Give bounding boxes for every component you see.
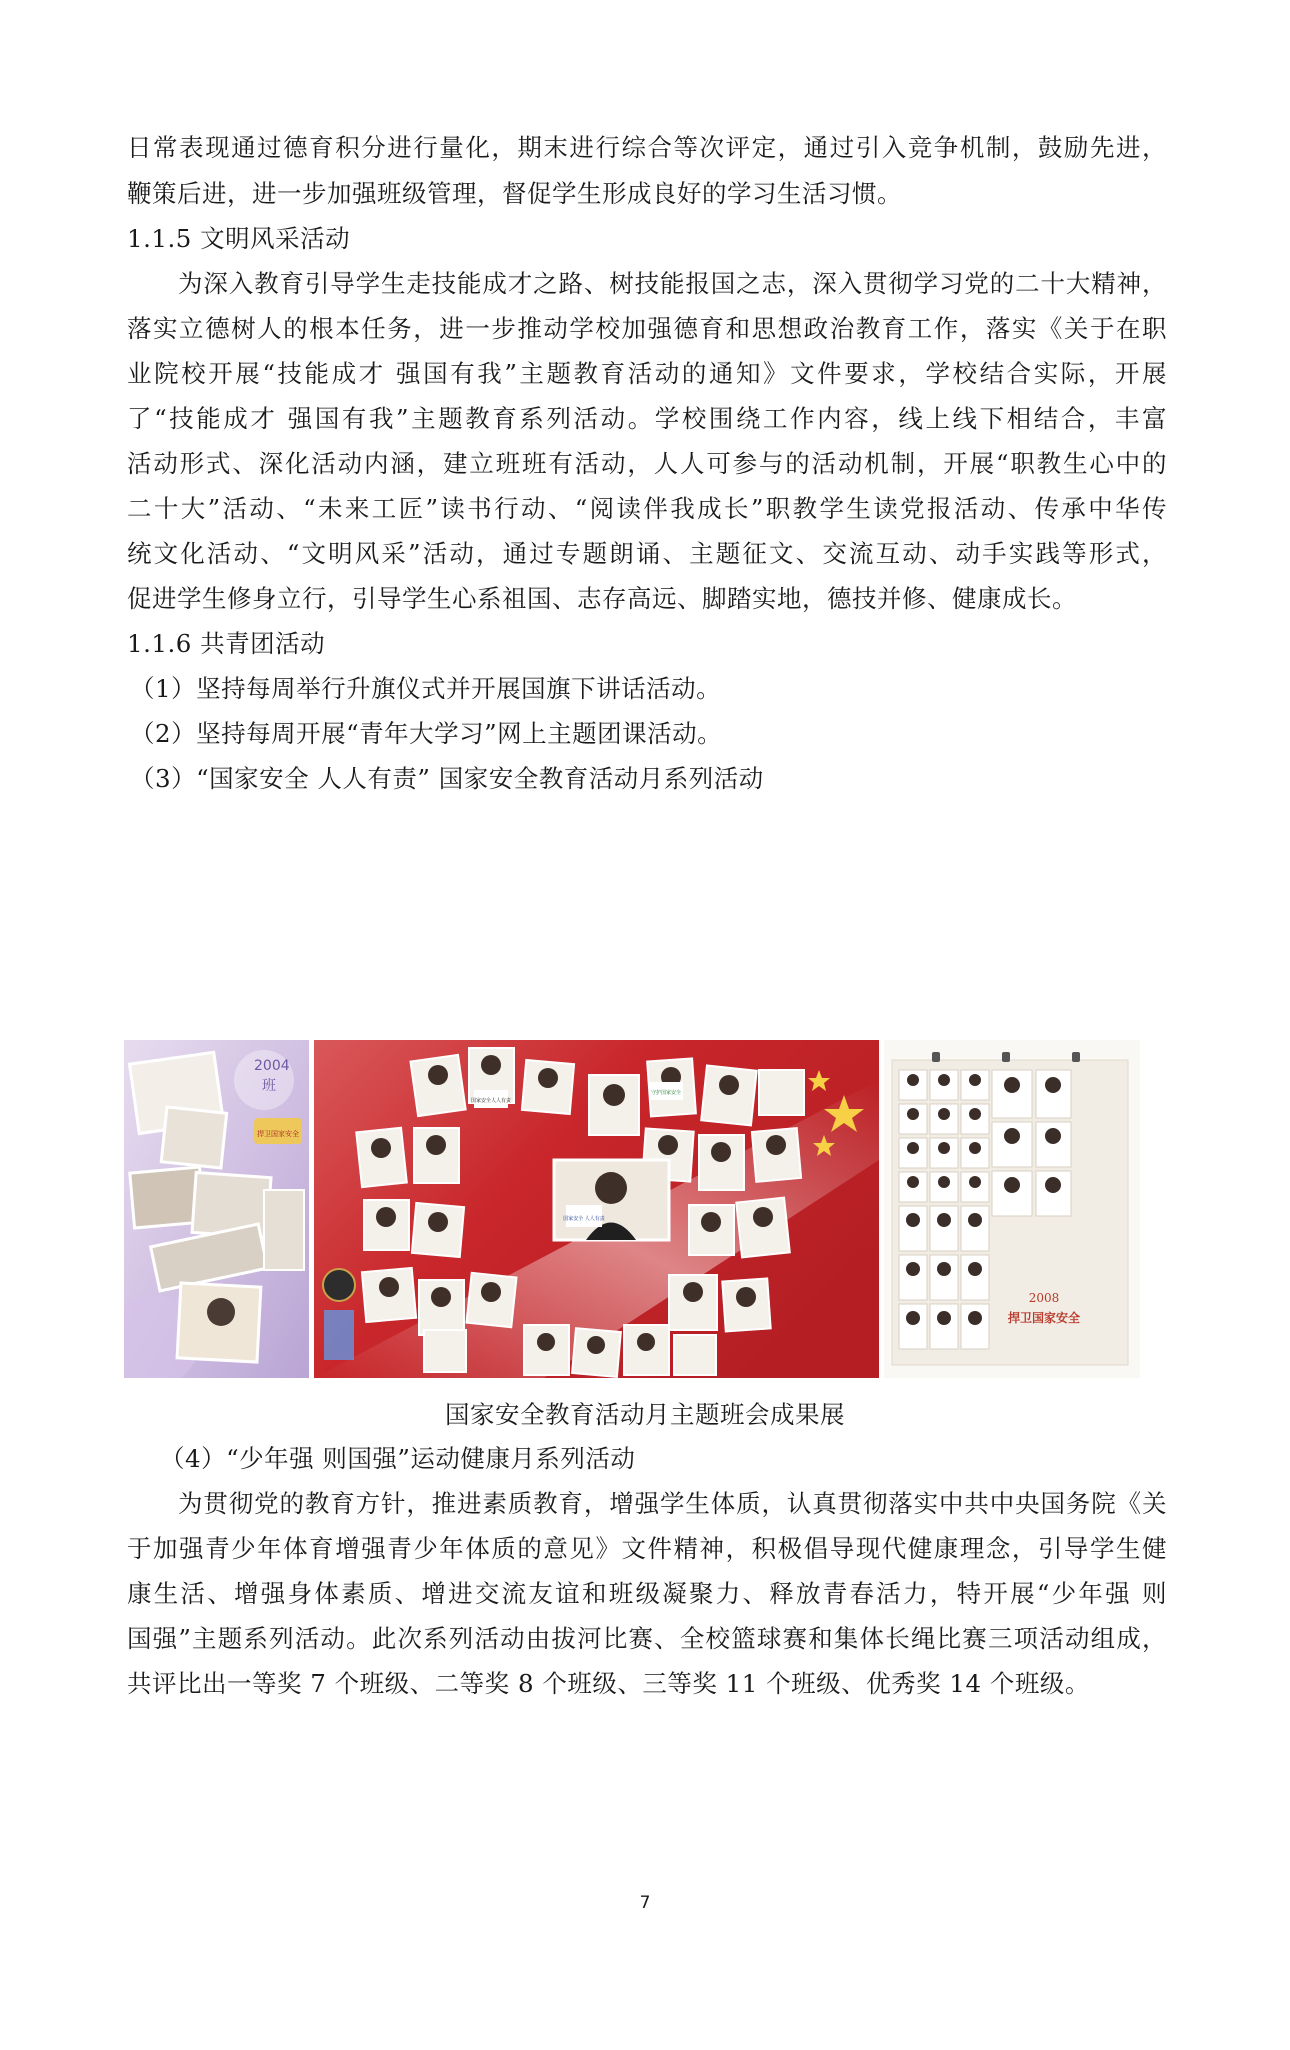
list-item: （4）“少年强 则国强”运动健康月系列活动 <box>160 1444 636 1473</box>
center-panel-flag-collage <box>314 1040 879 1378</box>
class-number-label: 2004 <box>254 1058 290 1074</box>
left-panel-class-2004 <box>124 1040 309 1378</box>
list-item: （1）坚持每周举行升旗仪式并开展国旗下讲话活动。 <box>130 674 722 703</box>
sign-text: 国家安全人人有责 <box>470 1098 512 1104</box>
paragraph-line: 于加强青少年体育增强青少年体质的意见》文件精神，积极倡导现代健康理念，引导学生健 <box>127 1534 1167 1563</box>
paragraph-line: 鞭策后进，进一步加强班级管理，督促学生形成良好的学习生活习惯。 <box>127 179 902 208</box>
list-item: （3）“国家安全 人人有责” 国家安全教育活动月系列活动 <box>130 764 764 793</box>
paragraph-line: 活动形式、深化活动内涵，建立班班有活动，人人可参与的活动机制，开展“职教生心中的 <box>127 449 1167 478</box>
class-number-label: 2008 <box>1028 1291 1060 1305</box>
paragraph-line: 为深入教育引导学生走技能成才之路、树技能报国之志，深入贯彻学习党的二十大精神， <box>178 269 1167 298</box>
paragraph-line: 国强”主题系列活动。此次系列活动由拔河比赛、全校篮球赛和集体长绳比赛三项活动组成， <box>127 1624 1167 1653</box>
paragraph-line: 统文化活动、“文明风采”活动，通过专题朗诵、主题征文、交流互动、动手实践等形式， <box>127 539 1167 568</box>
paragraph-line: 落实立德树人的根本任务，进一步推动学校加强德育和思想政治教育工作，落实《关于在职 <box>127 314 1167 343</box>
activity-photo-collage <box>124 1040 1140 1378</box>
sign-text: 守护国家安全 <box>650 1090 682 1096</box>
paragraph-line: 促进学生修身立行，引导学生心系祖国、志存高远、脚踏实地，德技并修、健康成长。 <box>127 584 1077 613</box>
figure-caption: 国家安全教育活动月主题班会成果展 <box>445 1400 845 1429</box>
class-suffix-label: 班 <box>262 1078 276 1094</box>
paragraph-line: 为贯彻党的教育方针，推进素质教育，增强学生体质，认真贯彻落实中共中央国务院《关 <box>178 1489 1167 1518</box>
emblem-icon <box>323 1269 355 1301</box>
section-heading: 1.1.5 文明风采活动 <box>127 224 351 253</box>
paragraph-line: 日常表现通过德育积分进行量化，期末进行综合等次评定，通过引入竞争机制，鼓励先进， <box>127 133 1167 162</box>
paragraph-line: 康生活、增强身体素质、增进交流友谊和班级凝聚力、释放青春活力，特开展“少年强 则 <box>127 1579 1167 1608</box>
section-heading: 1.1.6 共青团活动 <box>127 629 326 658</box>
page-number: 7 <box>639 1893 651 1913</box>
list-item: （2）坚持每周开展“青年大学习”网上主题团课活动。 <box>130 719 723 748</box>
paragraph-line: 共评比出一等奖 7 个班级、二等奖 8 个班级、三等奖 11 个班级、优秀奖 14 个班级。 <box>127 1669 1090 1698</box>
sign-text: 国家安全 人人有责 <box>563 1216 605 1222</box>
paragraph-line: 了“技能成才 强国有我”主题教育系列活动。学校围绕工作内容，线上线下相结合，丰富 <box>127 404 1167 433</box>
right-panel-class-2008 <box>884 1040 1140 1378</box>
paragraph-line: 业院校开展“技能成才 强国有我”主题教育活动的通知》文件要求，学校结合实际，开展 <box>127 359 1167 388</box>
banner-text: 捍卫国家安全 <box>1007 1311 1081 1325</box>
paragraph-line: 二十大”活动、“未来工匠”读书行动、“阅读伴我成长”职教学生读党报活动、传承中华传 <box>127 494 1167 523</box>
badge-text: 捍卫国家安全 <box>257 1130 299 1138</box>
